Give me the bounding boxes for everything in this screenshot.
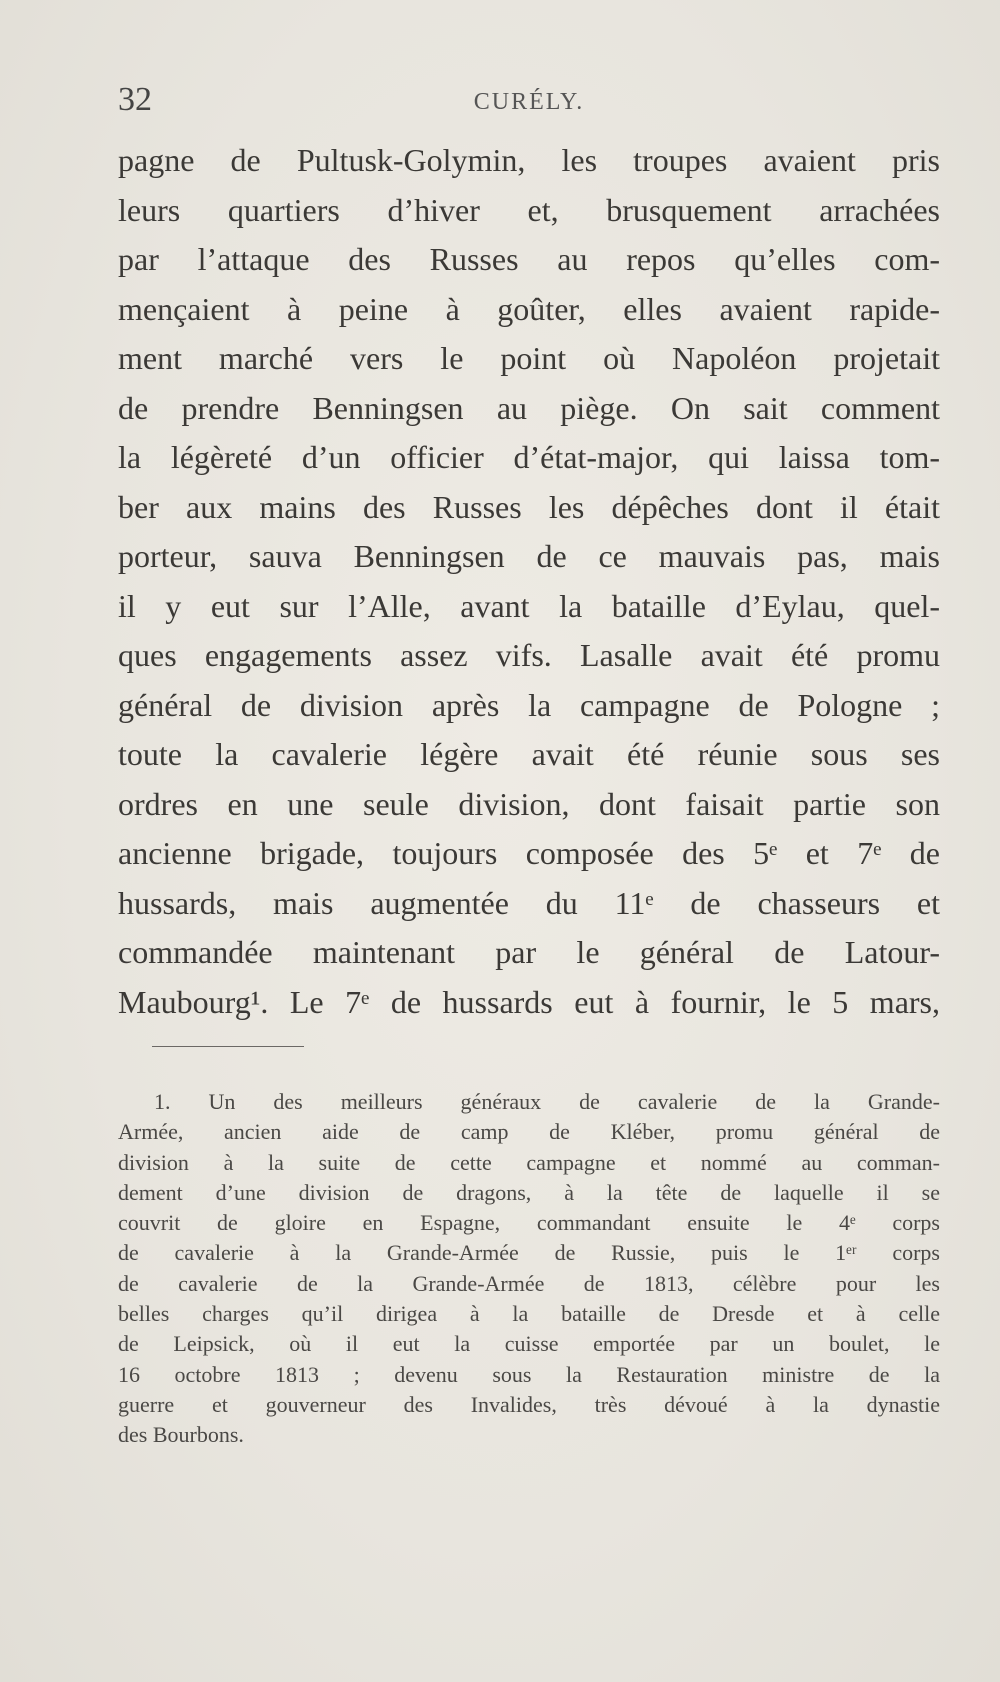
body-line: porteur, sauva Benningsen de ce mauvais pas, mais <box>118 538 940 574</box>
footnote-divider <box>152 1046 304 1047</box>
page-number: 32 <box>118 81 152 118</box>
body-line: mençaient à peine à goûter, elles avaient rapide- <box>118 290 940 327</box>
body-line: par l’attaque des Russes au repos qu’elles com- <box>118 241 940 277</box>
footnote-line: 16 octobre 1813 ; devenu sous la Restauration ministre de la <box>118 1361 940 1387</box>
running-head <box>118 80 940 120</box>
body-line: Maubourg¹. Le 7ᵉ de hussards eut à fournir, le 5 mars, <box>118 983 940 1020</box>
body-line: toute la cavalerie légère avait été réunie sous ses <box>118 736 940 772</box>
footnote-line: belles charges qu’il dirigea à la bataille de Dresde et à celle <box>118 1301 940 1327</box>
body-line: pagne de Pultusk-Golymin, les troupes avaient pris <box>118 142 940 178</box>
footnote-line: couvrit de gloire en Espagne, commandant ensuite le 4ᵉ corps <box>118 1210 940 1236</box>
body-line: ber aux mains des Russes les dépêches dont il était <box>118 488 940 525</box>
body-text <box>118 136 940 1027</box>
body-line: ordres en une seule division, dont faisait partie son <box>118 785 940 822</box>
body-line: hussards, mais augmentée du 11ᵉ de chasseurs et <box>118 884 940 921</box>
footnote-line: dement d’une division de dragons, à la tête de laquelle il se <box>118 1179 940 1205</box>
running-title: CURÉLY. <box>473 89 585 115</box>
body-line: commandée maintenant par le général de Latour- <box>118 934 940 970</box>
footnote-line: de Leipsick, où il eut la cuisse emportée par un boulet, le <box>118 1331 940 1357</box>
footnote-line: de cavalerie de la Grande-Armée de 1813, célèbre pour les <box>118 1270 940 1296</box>
body-line: ques engagements assez vifs. Lasalle avait été promu <box>118 637 940 673</box>
body-line: il y eut sur l’Alle, avant la bataille d’Eylau, quel- <box>118 587 940 624</box>
body-line: leurs quartiers d’hiver et, brusquement arrachées <box>118 191 940 228</box>
footnote-line: guerre et gouverneur des Invalides, très dévoué à la dynastie <box>118 1391 940 1417</box>
footnote-line: des Bourbons. <box>118 1422 244 1448</box>
footnote-line: Armée, ancien aide de camp de Kléber, promu général de <box>118 1119 940 1145</box>
body-line: ancienne brigade, toujours composée des 5ᵉ et 7ᵉ de <box>118 835 940 871</box>
body-line: la légèreté d’un officier d’état-major, qui laissa tom- <box>118 439 940 475</box>
body-line: général de division après la campagne de Pologne ; <box>118 686 940 723</box>
footnote <box>118 1087 940 1451</box>
footnote-line: de cavalerie à la Grande-Armée de Russie, puis le 1ᵉʳ corps <box>118 1240 940 1266</box>
footnote-line: 1. Un des meilleurs généraux de cavalerie de la Grande- <box>154 1089 940 1114</box>
body-line: ment marché vers le point où Napoléon projetait <box>118 340 940 376</box>
footnote-line: division à la suite de cette campagne et nommé au comman- <box>118 1149 940 1175</box>
body-line: de prendre Benningsen au piège. On sait comment <box>118 389 940 426</box>
